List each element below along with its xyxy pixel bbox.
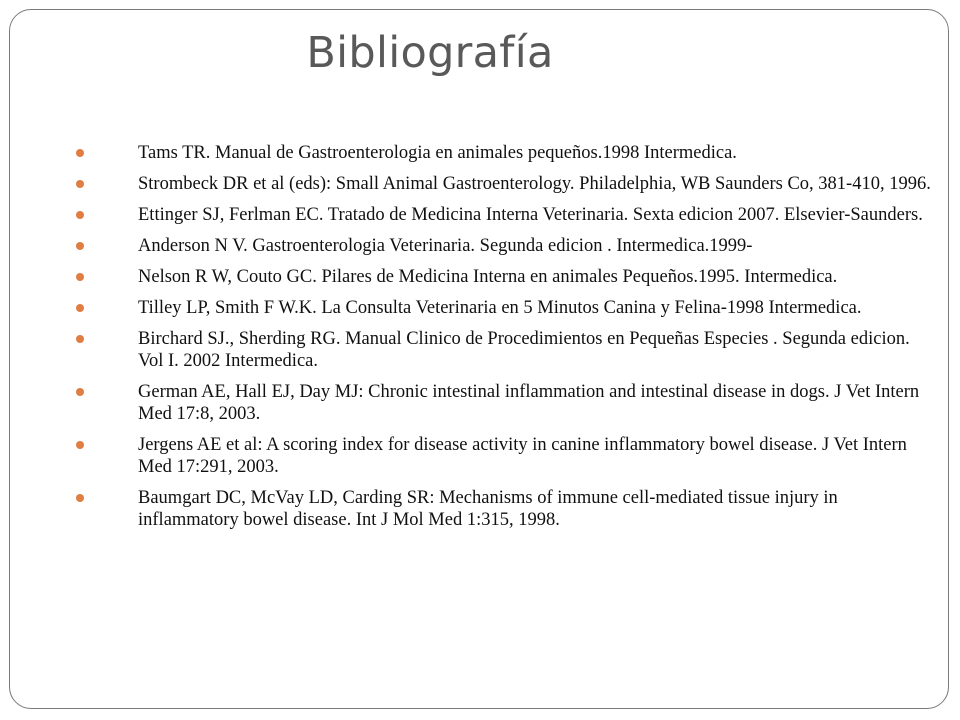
- reference-item: [76, 434, 936, 478]
- bullet-icon: [76, 494, 84, 502]
- reference-text: Birchard SJ., Sherding RG. Manual Clinico de Procedimientos en Pequeñas Especies . Segunda edicion. Vol I. 2002 Intermedica.: [138, 329, 910, 371]
- reference-item: [76, 204, 936, 226]
- reference-item: [76, 142, 936, 164]
- bullet-icon: [76, 388, 84, 396]
- bullet-icon: [76, 211, 84, 219]
- bullet-icon: [76, 242, 84, 250]
- reference-item: [76, 381, 936, 425]
- reference-item: [76, 328, 936, 372]
- reference-text: Nelson R W, Couto GC. Pilares de Medicina Interna en animales Pequeños.1995. Intermedica.: [138, 267, 838, 287]
- reference-item: [76, 173, 936, 195]
- reference-item: [76, 297, 936, 319]
- bullet-icon: [76, 273, 84, 281]
- reference-item: [76, 266, 936, 288]
- bullet-icon: [76, 335, 84, 343]
- slide-title: Bibliografía: [306, 28, 554, 78]
- reference-text: Ettinger SJ, Ferlman EC. Tratado de Medicina Interna Veterinaria. Sexta edicion 2007. Elsevier-Saunders.: [138, 205, 923, 225]
- reference-list: [76, 142, 936, 540]
- reference-text: Anderson N V. Gastroenterologia Veterinaria. Segunda edicion . Intermedica.1999-: [138, 236, 753, 256]
- reference-text: Baumgart DC, McVay LD, Carding SR: Mechanisms of immune cell-mediated tissue injury in inflammatory bowel disease. Int J Mol Med 1:315, 1998.: [138, 488, 838, 530]
- reference-text: Jergens AE et al: A scoring index for disease activity in canine inflammatory bowel disease. J Vet Intern Med 17:291, 2003.: [138, 435, 907, 477]
- bullet-icon: [76, 180, 84, 188]
- reference-item: [76, 235, 936, 257]
- reference-item: [76, 487, 936, 531]
- bullet-icon: [76, 441, 84, 449]
- bullet-icon: [76, 304, 84, 312]
- reference-text: Tams TR. Manual de Gastroenterologia en animales pequeños.1998 Intermedica.: [138, 143, 737, 163]
- reference-text: Tilley LP, Smith F W.K. La Consulta Veterinaria en 5 Minutos Canina y Felina-1998 Intermedica.: [138, 298, 862, 318]
- reference-text: German AE, Hall EJ, Day MJ: Chronic intestinal inflammation and intestinal disease in dogs. J Vet Intern Med 17:8, 2003.: [138, 382, 920, 424]
- reference-text: Strombeck DR et al (eds): Small Animal Gastroenterology. Philadelphia, WB Saunders Co, 381-410, 1996.: [138, 174, 931, 194]
- bullet-icon: [76, 149, 84, 157]
